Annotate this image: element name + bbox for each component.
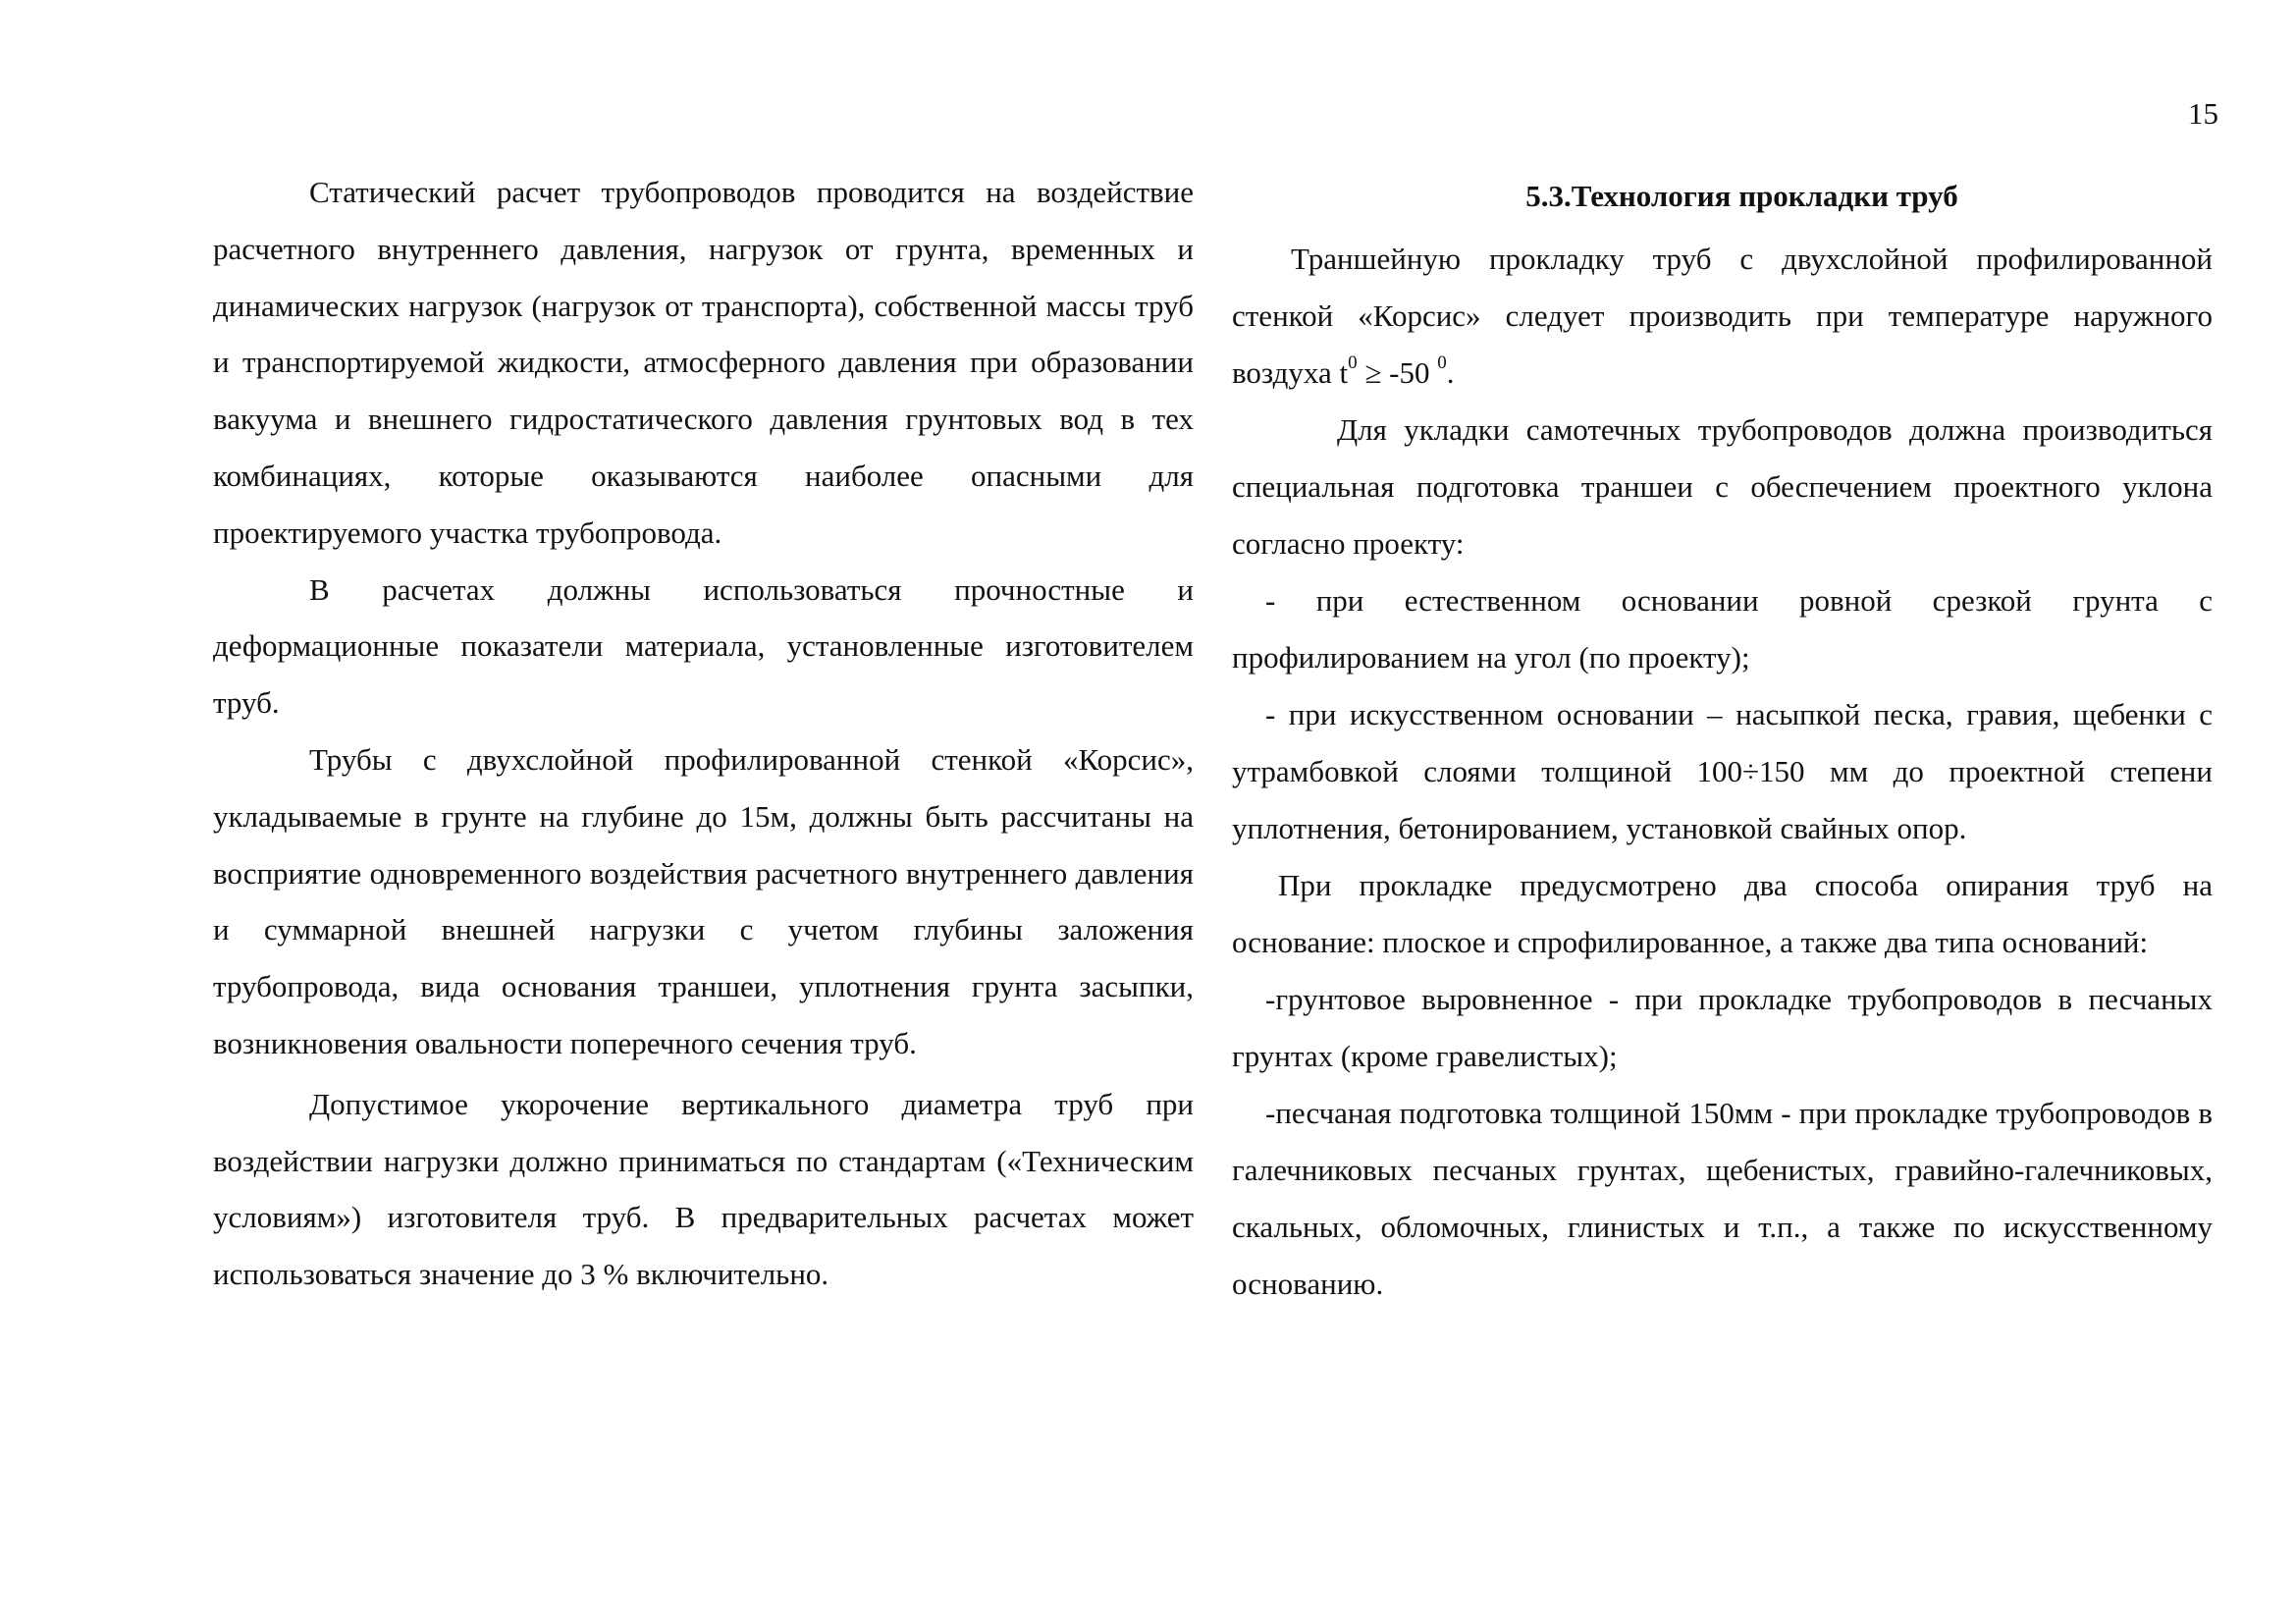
right-paragraph-6: -грунтовое выровненное - при прокладке трубопроводов в песчаных грунтах (кроме гравелистых); xyxy=(1232,982,2213,1073)
right-paragraph-1-end: . xyxy=(1446,355,1455,390)
left-paragraph-2: В расчетах должны использоваться прочностные и деформационные показатели материала, установленные изготовителем труб. xyxy=(213,571,1194,721)
right-paragraph-4: - при искусственном основании – насыпкой песка, гравия, щебенки с утрамбовкой слоями толщиной 100÷150 мм до проектной степени уплотнения, бетонированием, установкой свайных опор. xyxy=(1232,697,2213,845)
temperature-value: ≥ -50 xyxy=(1357,355,1438,390)
temperature-superscript-1: 0 xyxy=(1348,351,1358,373)
right-paragraph-1-main: Траншейную прокладку труб с двухслойной профилированной стенкой «Корсис» следует производить при температуре наружного воздуха t xyxy=(1232,242,2213,390)
left-paragraph-3: Трубы с двухслойной профилированной стенкой «Корсис», укладываемые в грунте на глубине до 15м, должны быть рассчитаны на восприятие одновременного воздействия расчетного внутреннего давления и суммарной внешней нагрузки с учетом глубины заложения трубопровода, вида основания траншеи, уплотнения грунта засыпки, возникновения овальности поперечного сечения труб. xyxy=(213,741,1194,1060)
left-paragraph-1: Статический расчет трубопроводов проводится на воздействие расчетного внутреннего давления, нагрузок от грунта, временных и динамических нагрузок (нагрузок от транспорта), собственной массы труб и транспортируемой жидкости, атмосферного давления при образовании вакуума и внешнего гидростатического давления грунтовых вод в тех комбинациях, которые оказываются наиболее опасными для проектируемого участка трубопровода. xyxy=(213,175,1194,550)
left-paragraph-4: Допустимое укорочение вертикального диаметра труб при воздействии нагрузки должно приниматься по стандартам («Техническим условиям») изготовителя труб. В предварительных расчетах может использоваться значение до 3 % включительно. xyxy=(213,1086,1194,1292)
page-number: 15 xyxy=(2188,96,2218,131)
right-paragraph-5: При прокладке предусмотрено два способа опирания труб на основание: плоское и спрофилированное, а также два типа оснований: xyxy=(1232,868,2213,959)
right-paragraph-3: - при естественном основании ровной срезкой грунта с профилированием на угол (по проекту); xyxy=(1232,583,2213,675)
section-heading: 5.3.Технология прокладки труб xyxy=(1525,179,1958,213)
right-paragraph-2: Для укладки самотечных трубопроводов должна производиться специальная подготовка траншеи с обеспечением проектного уклона согласно проекту: xyxy=(1232,412,2213,561)
temperature-superscript-2: 0 xyxy=(1437,351,1447,373)
left-column xyxy=(213,164,1194,1303)
right-column xyxy=(1232,167,2213,1313)
right-paragraph-1 xyxy=(1232,231,2213,402)
right-paragraph-7: -песчаная подготовка толщиной 150мм - при прокладке трубопроводов в галечниковых песчаных грунтах, щебенистых, гравийно-галечниковых, скальных, обломочных, глинистых и т.п., а также по искусственному основанию. xyxy=(1232,1096,2213,1301)
